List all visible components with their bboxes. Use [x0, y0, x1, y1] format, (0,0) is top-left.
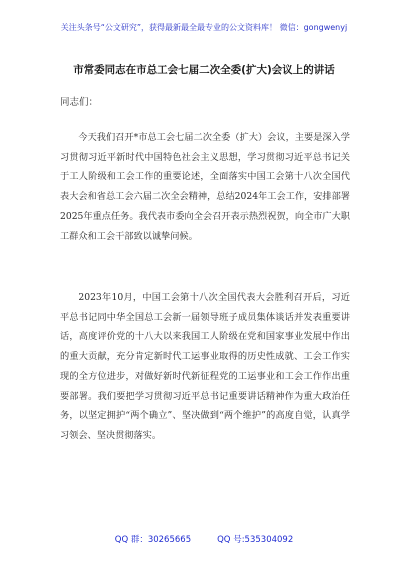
qq-number-link[interactable]: QQ 号:535304092	[217, 535, 294, 545]
document-title: 市常委同志在市总工会七届二次全委(扩大)会议上的讲话	[73, 64, 335, 76]
header-banner: 关注头条号“公文研究”，获得最新最全最专业的公文资料库！ 微信：gongwenyj	[60, 23, 348, 32]
qq-group-link[interactable]: QQ 群：30265665	[114, 535, 192, 545]
salutation: 同志们：	[60, 97, 99, 108]
body-paragraph: 今天我们召开*市总工会七届二次全委（扩大）会议，主要是深入学习贯彻习近平新时代中国特色社会主义思想，学习贯彻习近平总书记关于工人阶级和工会工作的重要论述，全面落实中国工会第十八次全国代表大会和省总工会六届二次全会精神，总结2024年工会工作，安排部署2025年重点任务。我代表市委向全会召开表示热烈祝贺，向全市广大职工群众和工会干部致以诚挚问候。	[60, 132, 350, 242]
body-paragraph: 2023年10月，中国工会第十八次全国代表大会胜利召开后，习近平总书记同中华全国总工会新一届领导班子成员集体谈话并发表重要讲话，高度评价党的十八大以来我国工人阶级在党和国家事业发展中作出的重大贡献，充分肯定新时代工运事业取得的历史性成就、工会工作实现的全方位进步，对做好新时代新征程党的工运事业和工会工作作出重要部署。我们要把学习贯彻习近平总书记重要讲话精神作为重大政治任务，以坚定拥护“两个确立”、坚决做到“两个维护”的高度自觉，认真学习领会、坚决贯彻落实。	[60, 292, 350, 441]
footer-contact	[0, 533, 408, 545]
